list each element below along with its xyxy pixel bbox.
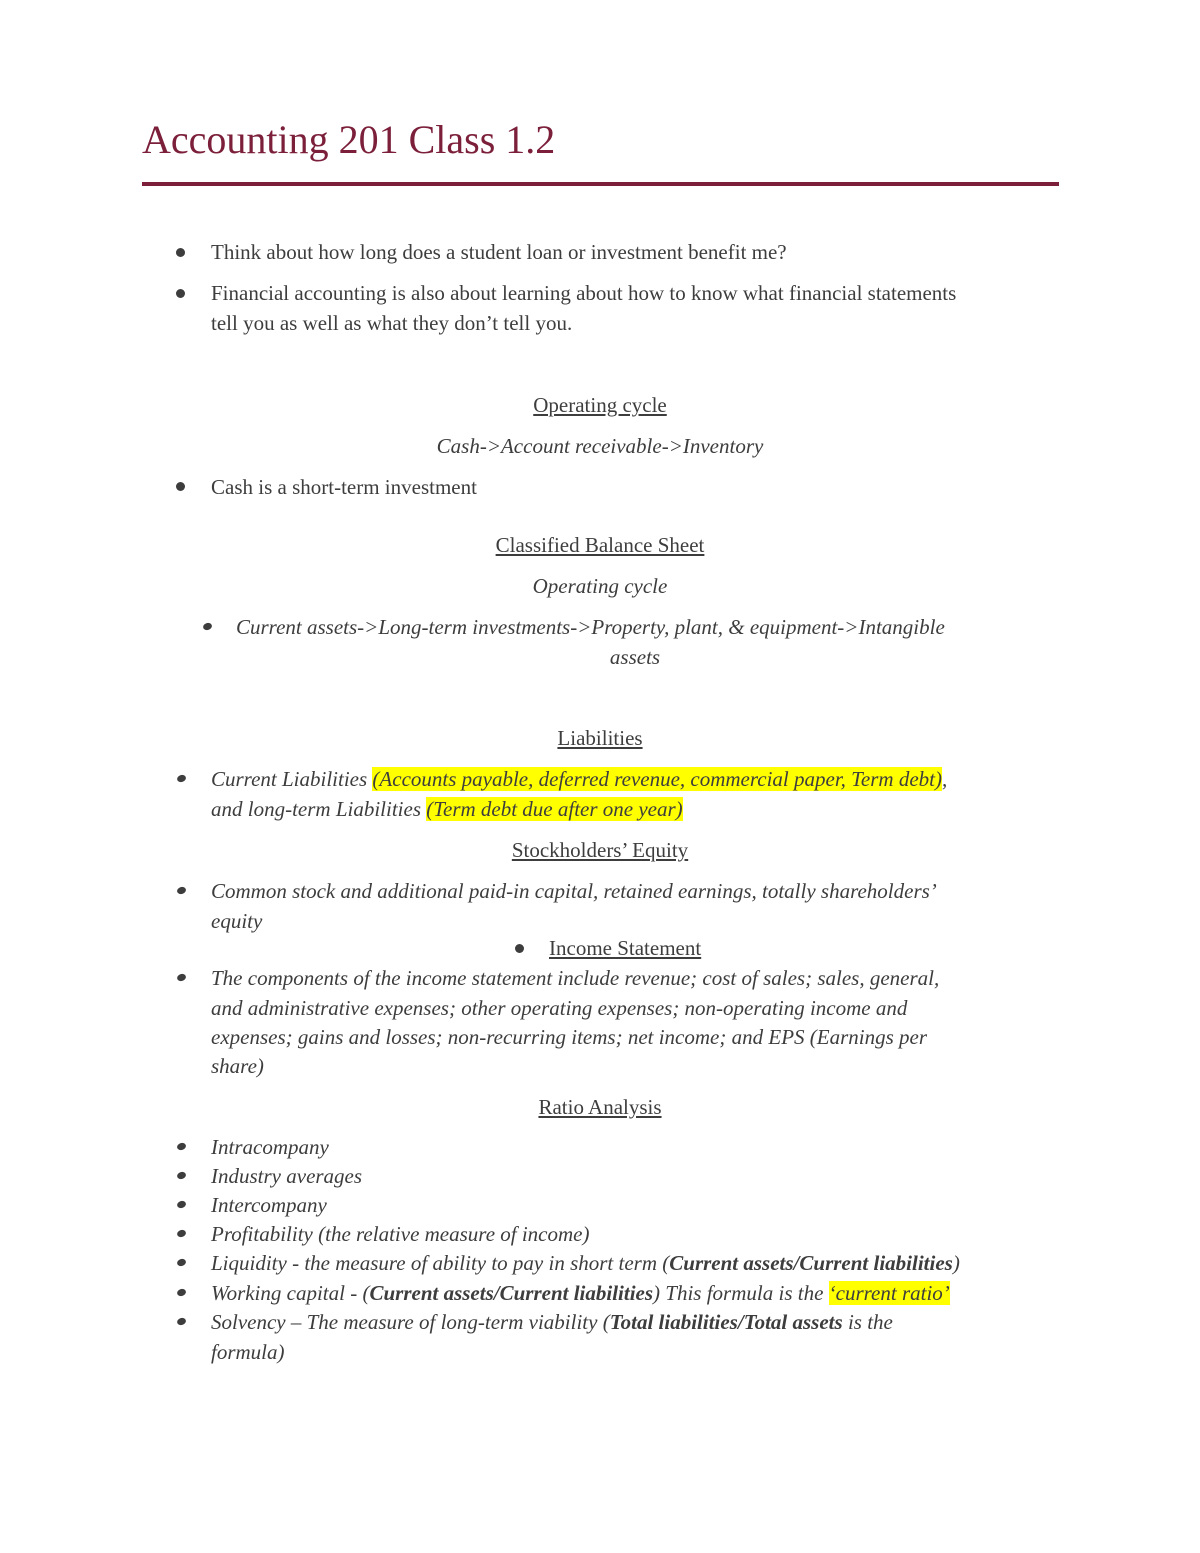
bullet-icon	[176, 1171, 187, 1181]
income-bullet-line-1: The components of the income statement include revenue; cost of sales; sales, general,	[211, 966, 940, 990]
liabilities-heading: Liabilities	[557, 726, 643, 750]
balance-sheet-bullet-line-1: Current assets->Long-term investments->Property, plant, & equipment->Intangible	[236, 615, 945, 639]
liabilities-bullet-line-2	[211, 794, 683, 824]
operating-cycle-flow: Cash->Account receivable->Inventory	[436, 434, 764, 458]
bullet-icon	[515, 944, 524, 953]
intro-bullet-2-line-2: tell you as well as what they don’t tell you.	[211, 311, 573, 335]
bullet-icon	[176, 248, 185, 257]
operating-cycle-heading: Operating cycle	[533, 393, 667, 417]
liabilities-text: and long-term Liabilities	[211, 797, 427, 821]
bullet-icon	[176, 1288, 187, 1298]
balance-sheet-bullet-line-2: assets	[609, 645, 661, 669]
bullet-icon	[176, 886, 187, 896]
ratio-item-industry: Industry averages	[211, 1164, 363, 1188]
bullet-icon	[176, 482, 185, 491]
bullet-icon	[176, 973, 187, 983]
bullet-icon	[176, 774, 187, 784]
bullet-icon	[176, 289, 185, 298]
ratio-item-liquidity	[211, 1248, 960, 1278]
highlighted-text: (Accounts payable, deferred revenue, commercial paper, Term debt)	[372, 767, 942, 791]
liabilities-text: Current Liabilities	[211, 767, 373, 791]
formula-text: Total liabilities/Total assets	[609, 1310, 843, 1334]
ratio-item-profitability: Profitability (the relative measure of income)	[211, 1222, 590, 1246]
highlighted-text: (Term debt due after one year)	[426, 797, 683, 821]
bullet-icon	[176, 1229, 187, 1239]
ratio-text: Solvency – The measure of long-term viability (	[211, 1310, 610, 1334]
ratio-text: Working capital - (	[211, 1281, 370, 1305]
equity-heading: Stockholders’ Equity	[511, 838, 689, 862]
ratio-item-solvency-line-1	[211, 1307, 893, 1337]
ratio-item-solvency-line-2: formula)	[211, 1340, 285, 1364]
equity-bullet-line-1: Common stock and additional paid-in capital, retained earnings, totally shareholders’	[211, 879, 937, 903]
balance-sheet-heading: Classified Balance Sheet	[495, 533, 705, 557]
page-title: Accounting 201 Class 1.2	[142, 117, 556, 162]
intro-bullet-1: Think about how long does a student loan or investment benefit me?	[211, 240, 787, 264]
ratio-text: is the	[842, 1310, 893, 1334]
equity-bullet-line-2: equity	[211, 909, 263, 933]
bullet-icon	[176, 1200, 187, 1210]
liabilities-text: ,	[942, 767, 948, 791]
income-bullet-line-2: and administrative expenses; other operating expenses; non-operating income and	[211, 996, 908, 1020]
income-statement-heading: Income Statement	[549, 936, 702, 960]
liabilities-bullet-line-1	[211, 764, 947, 794]
cash-bullet: Cash is a short-term investment	[211, 475, 477, 499]
formula-text: Current assets/Current liabilities	[669, 1251, 953, 1275]
income-bullet-line-3: expenses; gains and losses; non-recurring items; net income; and EPS (Earnings per	[211, 1025, 928, 1049]
intro-bullet-2-line-1: Financial accounting is also about learning about how to know what financial statements	[211, 281, 957, 305]
bullet-icon	[176, 1317, 187, 1327]
bullet-icon	[202, 622, 213, 632]
title-divider	[142, 182, 1059, 186]
highlighted-text: ‘current ratio’	[828, 1281, 950, 1305]
ratio-item-intercompany: Intercompany	[211, 1193, 327, 1217]
ratio-item-intracompany: Intracompany	[211, 1135, 329, 1159]
ratio-text: ) This formula is the	[653, 1281, 829, 1305]
bullet-icon	[176, 1142, 187, 1152]
formula-text: Current assets/Current liabilities	[369, 1281, 654, 1305]
ratio-item-working-capital	[211, 1278, 950, 1308]
ratio-text: )	[952, 1251, 960, 1275]
balance-sheet-subheading: Operating cycle	[532, 574, 668, 598]
ratio-analysis-heading: Ratio Analysis	[538, 1095, 662, 1119]
income-bullet-line-4: share)	[211, 1054, 264, 1078]
bullet-icon	[176, 1258, 187, 1268]
ratio-text: Liquidity - the measure of ability to pay in short term (	[211, 1251, 670, 1275]
